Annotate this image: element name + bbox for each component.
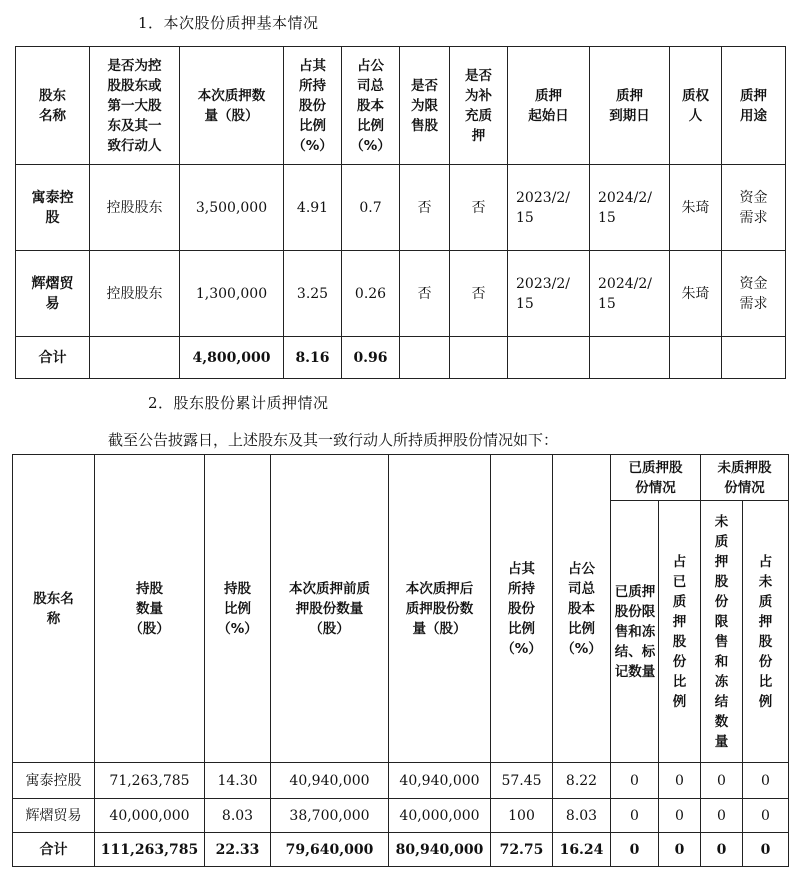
holding-cell: 71,263,785 xyxy=(95,763,205,799)
header-cell xyxy=(743,501,789,763)
pledged-ratio-cell: 0 xyxy=(659,763,701,799)
start-date-cell: 2023/2/ 15 xyxy=(508,165,590,251)
header-cell: 占其 所持 股份 比例 （%） xyxy=(491,455,553,763)
total-row xyxy=(16,337,786,379)
header-cell: 是否 为限 售股 xyxy=(400,47,450,165)
restricted-cell: 否 xyxy=(400,251,450,337)
total-holding-ratio: 22.33 xyxy=(205,833,271,867)
start-date-cell: 2023/2/ 15 xyxy=(508,251,590,337)
before-cell: 38,700,000 xyxy=(271,799,389,833)
supplementary-cell: 否 xyxy=(450,165,508,251)
header-cell: 股东名 称 xyxy=(13,455,95,763)
unpledged-ratio-cell: 0 xyxy=(743,799,789,833)
shareholder-name: 辉熠贸 易 xyxy=(16,251,90,337)
header-cell: 质押 起始日 xyxy=(508,47,590,165)
relation-cell: 控股股东 xyxy=(90,251,180,337)
purpose-cell: 资金 需求 xyxy=(722,165,786,251)
holding-ratio-cell: 8.03 xyxy=(205,799,271,833)
header-text: 占未质押股份比例 xyxy=(758,553,773,710)
section2-intro: 截至公告披露日，上述股东及其一致行动人所持质押股份情况如下： xyxy=(108,431,559,449)
total-c3: 0 xyxy=(701,833,743,867)
after-cell: 40,940,000 xyxy=(389,763,491,799)
quantity-cell: 3,500,000 xyxy=(180,165,284,251)
own-ratio-cell: 100 xyxy=(491,799,553,833)
header-cell xyxy=(701,501,743,763)
header-cell: 持股 比例 （%） xyxy=(205,455,271,763)
pledged-restricted-cell: 0 xyxy=(611,799,659,833)
header-cell: 质押 用途 xyxy=(722,47,786,165)
pledge-basic-table xyxy=(15,46,786,379)
table-header-row xyxy=(16,47,786,165)
section2-heading: 2．股东股份累计质押情况 xyxy=(148,394,329,412)
header-group-unpledged: 未质押股 份情况 xyxy=(701,455,789,501)
header-cell: 占其 所持 股份 比例 （%） xyxy=(284,47,342,165)
pledged-restricted-cell: 0 xyxy=(611,763,659,799)
header-group-pledged: 已质押股 份情况 xyxy=(611,455,701,501)
total-c1: 0 xyxy=(611,833,659,867)
total-after: 80,940,000 xyxy=(389,833,491,867)
total-before: 79,640,000 xyxy=(271,833,389,867)
before-cell: 40,940,000 xyxy=(271,763,389,799)
total-ratio-cell: 0.7 xyxy=(342,165,400,251)
own-ratio-cell: 57.45 xyxy=(491,763,553,799)
empty-cell xyxy=(722,337,786,379)
total-c2: 0 xyxy=(659,833,701,867)
header-cell: 占公 司总 股本 比例 （%） xyxy=(553,455,611,763)
header-cell xyxy=(659,501,701,763)
pledgee-cell: 朱琦 xyxy=(670,251,722,337)
relation-cell: 控股股东 xyxy=(90,165,180,251)
holding-cell: 40,000,000 xyxy=(95,799,205,833)
empty-cell xyxy=(508,337,590,379)
total-total-ratio: 16.24 xyxy=(553,833,611,867)
total-own-ratio: 8.16 xyxy=(284,337,342,379)
table-row xyxy=(13,799,789,833)
holding-ratio-cell: 14.30 xyxy=(205,763,271,799)
end-date-cell: 2024/2/ 15 xyxy=(590,251,670,337)
header-cell: 质权 人 xyxy=(670,47,722,165)
total-own-ratio: 72.75 xyxy=(491,833,553,867)
header-text: 未质押股份限售和冻结数量 xyxy=(714,513,729,750)
total-holding: 111,263,785 xyxy=(95,833,205,867)
after-cell: 40,000,000 xyxy=(389,799,491,833)
restricted-cell: 否 xyxy=(400,165,450,251)
pledged-ratio-cell: 0 xyxy=(659,799,701,833)
shareholder-name: 寓泰控股 xyxy=(13,763,95,799)
empty-cell xyxy=(90,337,180,379)
total-ratio-cell: 0.26 xyxy=(342,251,400,337)
own-ratio-cell: 4.91 xyxy=(284,165,342,251)
empty-cell xyxy=(400,337,450,379)
section1-heading: 1．本次股份质押基本情况 xyxy=(138,14,319,32)
supplementary-cell: 否 xyxy=(450,251,508,337)
total-row xyxy=(13,833,789,867)
end-date-cell: 2024/2/ 15 xyxy=(590,165,670,251)
header-text: 已质押股份限售和冻结、标记数量 xyxy=(614,583,656,680)
table-header-row xyxy=(13,455,789,501)
header-cell: 持股 数量 （股） xyxy=(95,455,205,763)
unpledged-restricted-cell: 0 xyxy=(701,763,743,799)
header-cell: 本次质押前质 押股份数量 （股） xyxy=(271,455,389,763)
total-ratio-cell: 8.22 xyxy=(553,763,611,799)
header-cell: 占公 司总 股本 比例 （%） xyxy=(342,47,400,165)
table-row xyxy=(16,165,786,251)
header-text: 占已质押股份比例 xyxy=(672,553,687,710)
header-cell xyxy=(611,501,659,763)
header-cell: 本次质押后 质押股份数 量（股） xyxy=(389,455,491,763)
total-total-ratio: 0.96 xyxy=(342,337,400,379)
pledgee-cell: 朱琦 xyxy=(670,165,722,251)
own-ratio-cell: 3.25 xyxy=(284,251,342,337)
total-quantity: 4,800,000 xyxy=(180,337,284,379)
shareholder-name: 辉熠贸易 xyxy=(13,799,95,833)
shareholder-name: 寓泰控 股 xyxy=(16,165,90,251)
table-row xyxy=(13,763,789,799)
header-cell: 质押 到期日 xyxy=(590,47,670,165)
header-cell: 是否 为补 充质 押 xyxy=(450,47,508,165)
purpose-cell: 资金 需求 xyxy=(722,251,786,337)
total-ratio-cell: 8.03 xyxy=(553,799,611,833)
empty-cell xyxy=(590,337,670,379)
total-c4: 0 xyxy=(743,833,789,867)
unpledged-restricted-cell: 0 xyxy=(701,799,743,833)
total-label: 合计 xyxy=(16,337,90,379)
total-label: 合计 xyxy=(13,833,95,867)
table-row xyxy=(16,251,786,337)
header-cell: 本次质押数 量（股） xyxy=(180,47,284,165)
unpledged-ratio-cell: 0 xyxy=(743,763,789,799)
cumulative-pledge-table xyxy=(12,454,789,867)
empty-cell xyxy=(450,337,508,379)
quantity-cell: 1,300,000 xyxy=(180,251,284,337)
empty-cell xyxy=(670,337,722,379)
header-cell: 是否为控 股股东或 第一大股 东及其一 致行动人 xyxy=(90,47,180,165)
header-cell: 股东 名称 xyxy=(16,47,90,165)
